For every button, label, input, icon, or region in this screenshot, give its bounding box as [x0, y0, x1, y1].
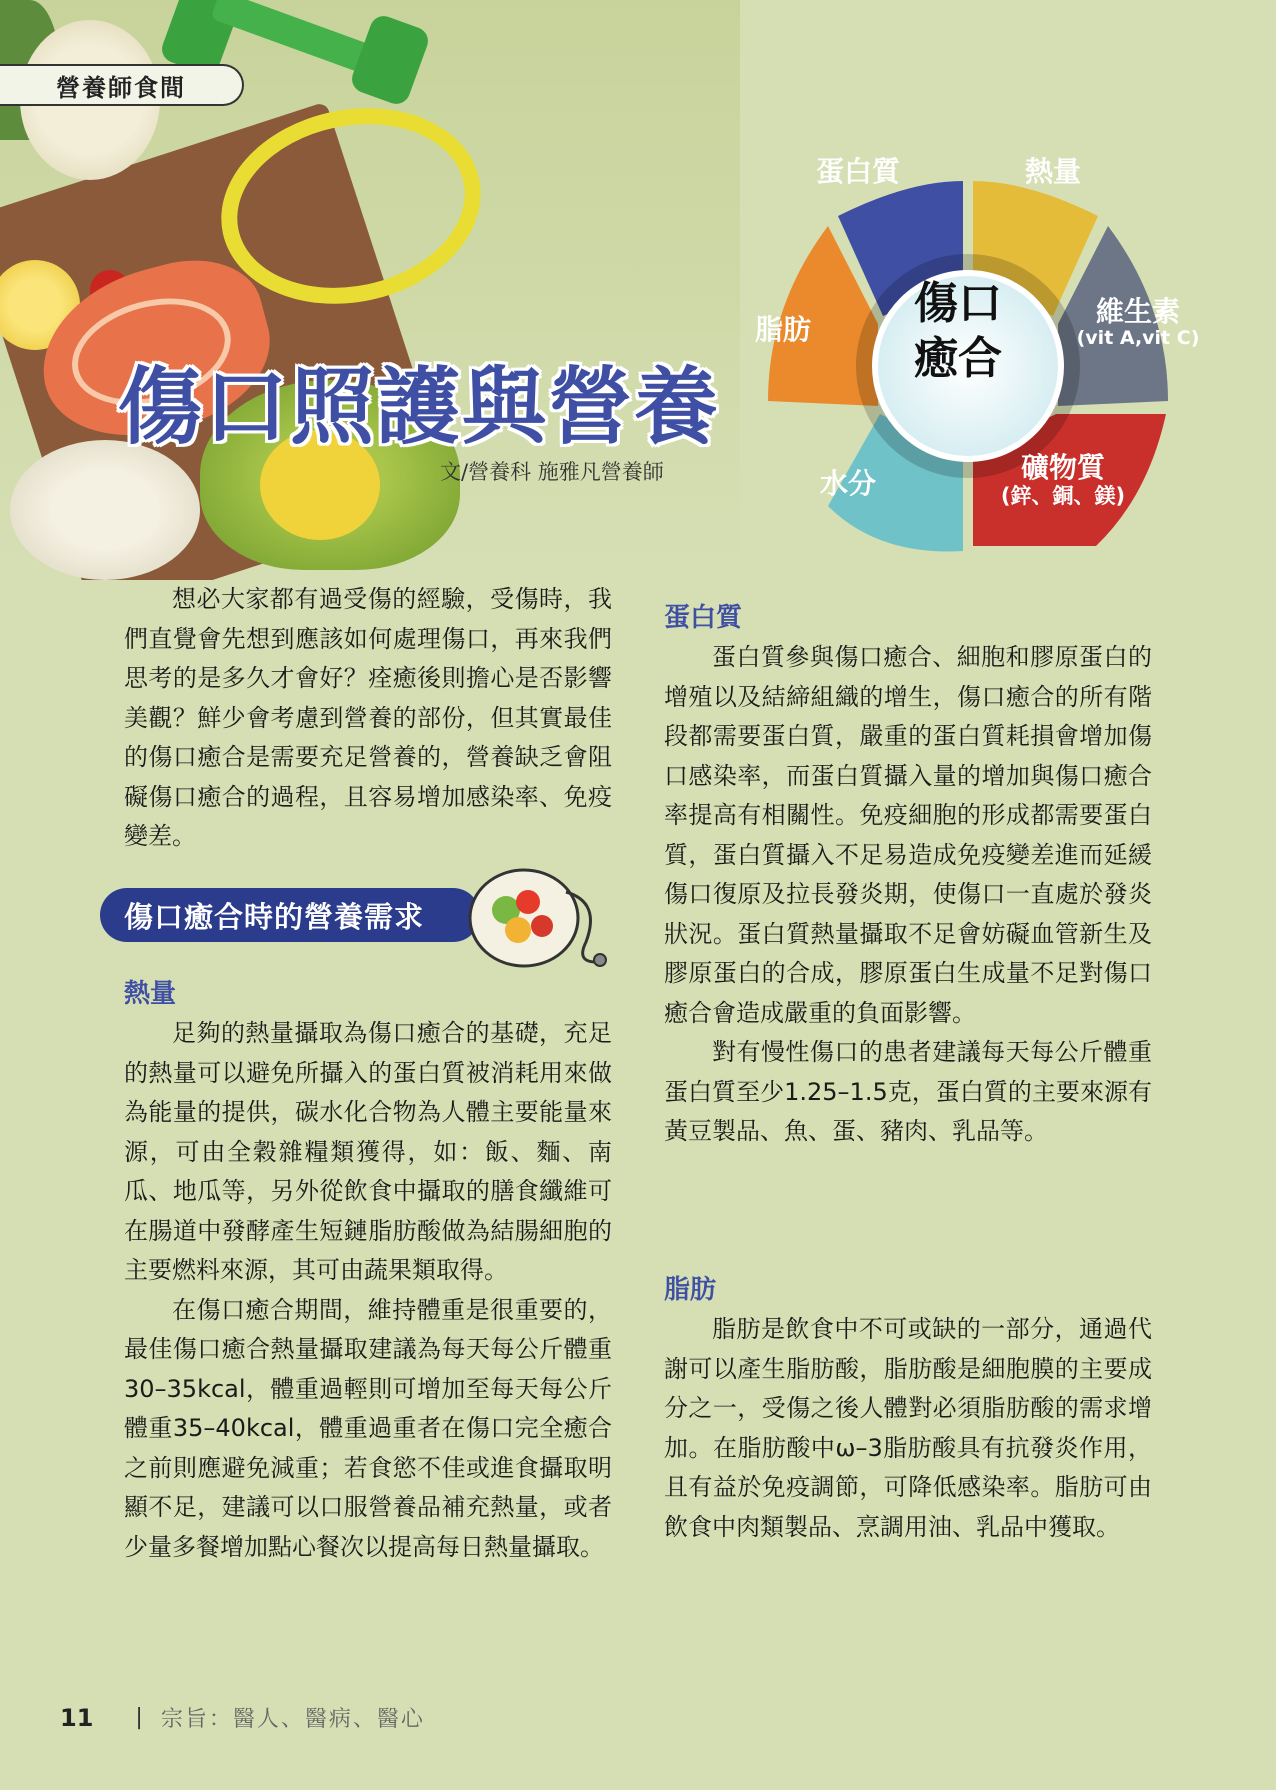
fat-paragraph: 脂肪是飲食中不可或缺的一部分，通過代謝可以產生脂肪酸，脂肪酸是細胞膜的主要成分之一，受傷之後人體對必須脂肪酸的需求增加。在脂肪酸中ω–3脂肪酸具有抗發炎作用，且有益於免疫調節，可降低感染率。脂肪可由飲食中肉類製品、烹調用油、乳品中獲取。	[664, 1315, 1152, 1541]
intro-paragraph: 想必大家都有過受傷的經驗，受傷時，我們直覺會先想到應該如何處理傷口，再來我們思考的是多久才會好？痊癒後則擔心是否影響美觀？鮮少會考慮到營養的部份，但其實最佳的傷口癒合是需要充足營養的，營養缺乏會阻礙傷口癒合的過程，且容易增加感染率、免疫變差。	[124, 585, 612, 850]
rice-illustration	[10, 440, 200, 580]
calorie-paragraph-1: 足夠的熱量攝取為傷口癒合的基礎，充足的熱量可以避免所攝入的蛋白質被消耗用來做為能量的提供，碳水化合物為人體主要能量來源，可由全穀雜糧類獲得，如：飯、麵、南瓜、地瓜等，另外從飲食中攝取的膳食纖維可在腸道中發酵產生短鏈脂肪酸做為結腸細胞的主要燃料來源，其可由蔬果類取得。	[124, 1019, 612, 1284]
fat-heading: 脂肪	[664, 1275, 717, 1305]
footer-divider: |	[135, 1705, 143, 1730]
calorie-paragraph-2: 在傷口癒合期間，維持體重是很重要的，最佳傷口癒合熱量攝取建議為每天每公斤體重30–35kcal，體重過輕則可增加至每天每公斤體重35–40kcal，體重過重者在傷口完全癒合之前則應避免減重；若食慾不佳或進食攝取明顯不足，建議可以口服營養品補充熱量，或者少量多餐增加點心餐次以提高每日熱量攝取。	[124, 1295, 612, 1561]
protein-paragraph-1: 蛋白質參與傷口癒合、細胞和膠原蛋白的增殖以及結締組織的增生，傷口癒合的所有階段都需要蛋白質，嚴重的蛋白質耗損會增加傷口感染率，而蛋白質攝入量的增加與傷口癒合率提高有相關性。免疫細胞的形成都需要蛋白質，蛋白質攝入不足易造成免疫變差進而延緩傷口復原及拉長發炎期，使傷口一直處於發炎狀況。蛋白質熱量攝取不足會妨礙血管新生及膠原蛋白的合成，膠原蛋白生成量不足對傷口癒合會造成嚴重的負面影響。	[664, 643, 1152, 1027]
author-byline: 文/營養科 施雅凡營養師	[440, 460, 664, 484]
page-title: 傷口照護與營養	[118, 358, 721, 456]
protein-paragraph-2: 對有慢性傷口的患者建議每天每公斤體重蛋白質至少1.25–1.5克，蛋白質的主要來源有黃豆製品、魚、蛋、豬肉、乳品等。	[664, 1038, 1152, 1145]
petal-label-calories: 熱量	[1024, 155, 1081, 188]
petal-label-water: 水分	[819, 467, 876, 500]
section-tag: 營養師食間	[0, 64, 244, 106]
nutrition-needs-heading: 傷口癒合時的營養需求	[100, 888, 480, 942]
page-footer	[60, 1702, 425, 1733]
footer-motto: 宗旨：醫人、醫病、醫心	[160, 1707, 425, 1732]
intro-column	[124, 580, 612, 857]
petal-label-protein: 蛋白質	[815, 155, 900, 188]
nutrition-petal-diagram	[728, 96, 1208, 576]
protein-heading: 蛋白質	[664, 603, 743, 633]
center-label: 傷口 癒合	[914, 278, 1002, 384]
petal-label-minerals: 礦物質 (鋅、銅、鎂)	[1000, 451, 1126, 509]
calorie-section	[124, 974, 612, 1567]
protein-section	[664, 598, 1152, 1152]
stethoscope-fruit-icon	[466, 862, 616, 970]
fat-section	[664, 1270, 1152, 1547]
petal-label-fat: 脂肪	[754, 313, 811, 346]
petal-label-vitamins: 維生素 (vit A,vit C)	[1076, 295, 1200, 350]
page-number: 11	[60, 1703, 94, 1732]
calorie-heading: 熱量	[124, 979, 177, 1009]
